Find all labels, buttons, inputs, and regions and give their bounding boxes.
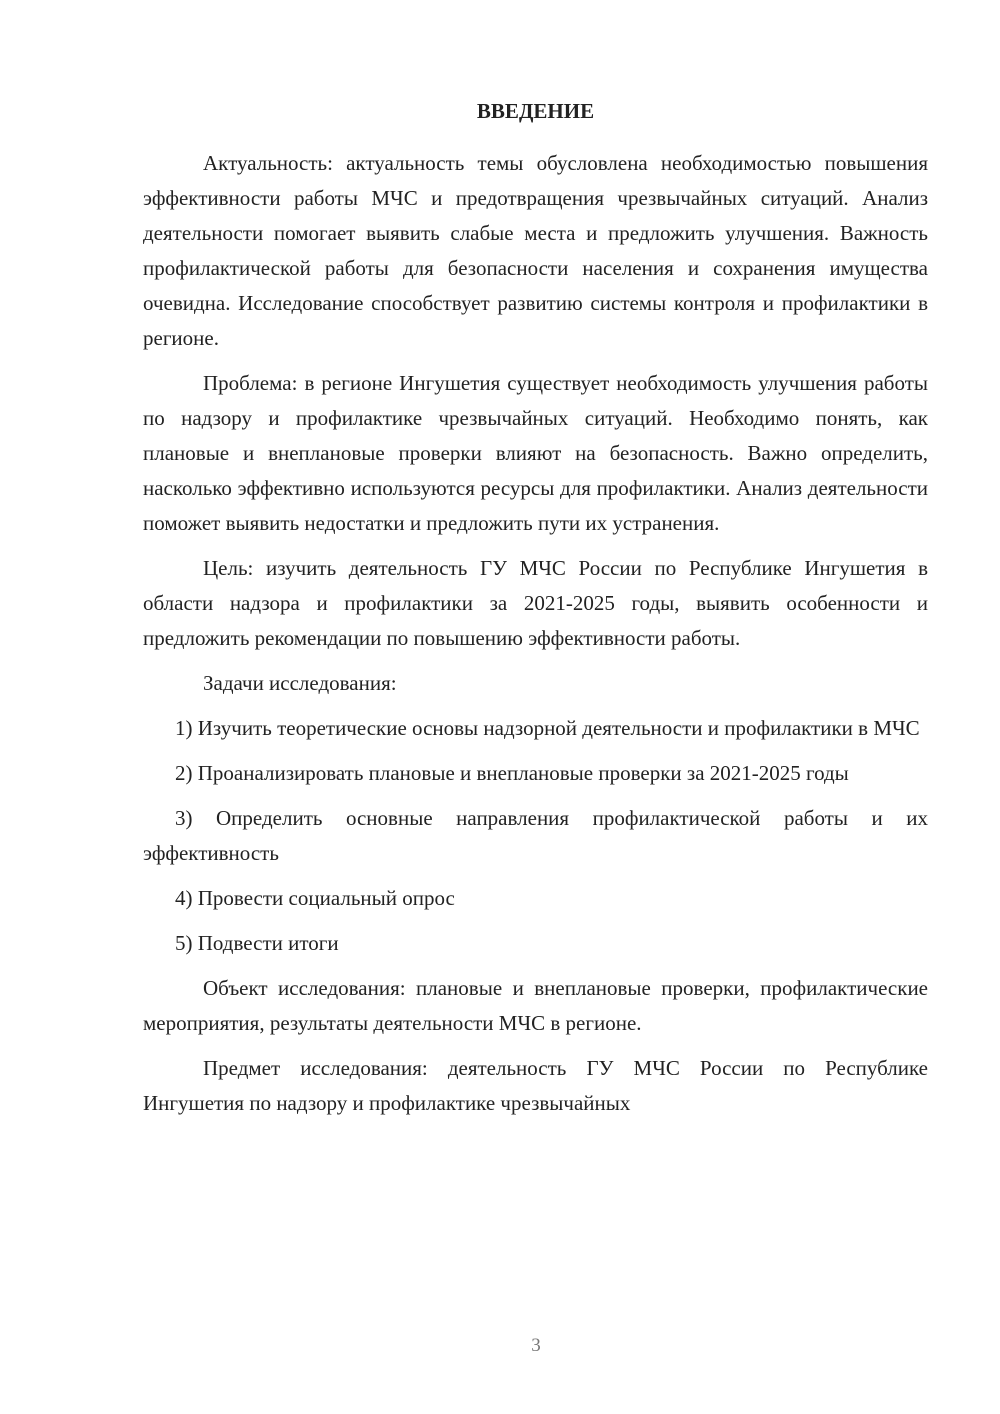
page-title: ВВЕДЕНИЕ	[476, 99, 595, 123]
tasks-heading: Задачи исследования:	[203, 671, 397, 695]
paragraph-object: Объект исследования: плановые и внеплановые проверки, профилактические мероприятия, результаты деятельности МЧС в регионе.	[143, 976, 928, 1035]
document-body	[143, 96, 928, 1121]
task-item-4: 4) Провести социальный опрос	[175, 886, 455, 910]
paragraph-relevance: Актуальность: актуальность темы обусловлена необходимостью повышения эффективности работы МЧС и предотвращения чрезвычайных ситуаций. Анализ деятельности помогает выявить слабые места и предложить улучшения. Важность профилактической работы для безопасности населения и сохранения имущества очевидна. Исследование способствует развитию системы контроля и профилактики в регионе.	[143, 151, 928, 350]
paragraph-problem: Проблема: в регионе Ингушетия существует необходимость улучшения работы по надзору и профилактике чрезвычайных ситуаций. Необходимо понять, как плановые и внеплановые проверки влияют на безопасность. Важно определить, насколько эффективно используются ресурсы для профилактики. Анализ деятельности поможет выявить недостатки и предложить пути их устранения.	[143, 371, 928, 535]
paragraph-goal: Цель: изучить деятельность ГУ МЧС России по Республике Ингушетия в области надзора и профилактики за 2021-2025 годы, выявить особенности и предложить рекомендации по повышению эффективности работы.	[143, 556, 928, 650]
task-item-3: 3) Определить основные направления профилактической работы и их эффективность	[143, 806, 928, 865]
page-number: 3	[531, 1335, 541, 1356]
task-item-2: 2) Проанализировать плановые и внеплановые проверки за 2021-2025 годы	[175, 761, 849, 785]
task-item-1: 1) Изучить теоретические основы надзорной деятельности и профилактики в МЧС	[175, 716, 920, 740]
task-item-5: 5) Подвести итоги	[175, 931, 339, 955]
paragraph-subject: Предмет исследования: деятельность ГУ МЧС России по Республике Ингушетия по надзору и профилактике чрезвычайных	[143, 1056, 928, 1115]
